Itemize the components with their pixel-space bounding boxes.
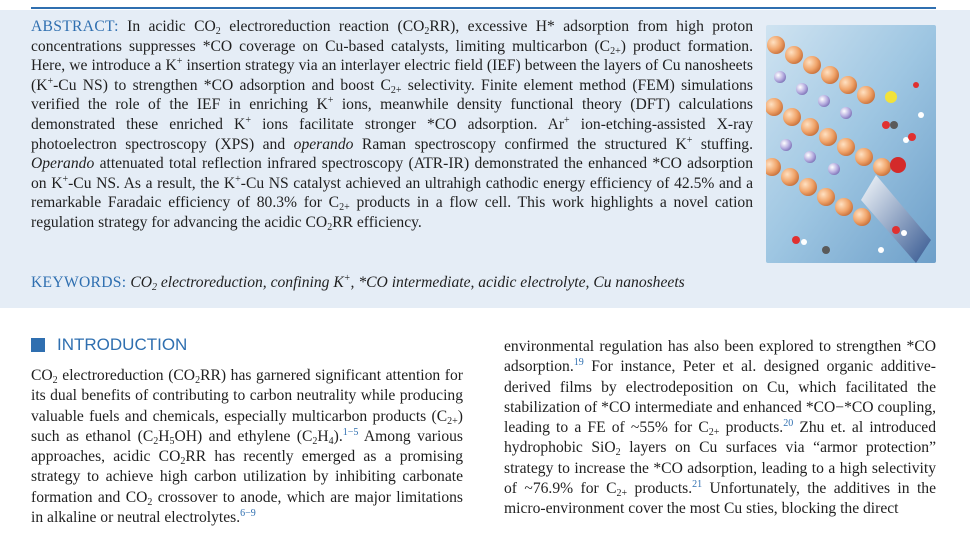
abstract-paragraph — [31, 17, 753, 233]
top-rule — [31, 7, 936, 9]
keywords-line — [31, 273, 936, 293]
intro-left-column — [31, 366, 463, 528]
abstract-label: ABSTRACT: — [31, 18, 119, 35]
keywords-values: $CO_2$ electroreduction, confining K+, *CO intermediate, acidic electrolyte, Cu nanosheets — [130, 273, 685, 293]
intro-left-paragraph: $CO_2$ electroreduction $(CO_2RR)$ has garnered significant attention for its dual benefits of contributing to carbon neutrality while producing valuable fuels and chemicals, especially multicarbon products $(C_{2+})$ such as ethanol $(C_2H_5OH)$ and ethylene $(C_2H_4).^{1-5}$ Among various approaches, acidic $CO_2RR$ has recently emerged as a promising strategy to achieve high carbon utilization by inhibiting carbonate formation and $CO_2$ crossover to anode, which are major limitations in alkaline or neutral electrolytes.$^{6-9}$ — [31, 367, 464, 527]
keywords-label: KEYWORDS: — [31, 274, 127, 291]
toc-graphic — [766, 25, 936, 263]
introduction-heading — [31, 335, 187, 355]
intro-right-column — [504, 337, 936, 520]
abstract-body: In acidic $CO_2$ electroreduction reaction $(CO_2RR)$, excessive H* adsorption from high proton concentrations suppresses *CO coverage on Cu-based catalysts, limiting multicarbon $(C_{2+})$ product formation. Here, we introduce a K+ insertion strategy via an interlayer electric field (IEF) between the layers of Cu nanosheets (K+-Cu NS) to strengthen *CO adsorption and boost $C_{2+}$ selectivity. Finite element method (FEM) simulations verified the role of the IEF in enriching K+ ions, meanwhile density functional theory (DFT) calculations demonstrated these enriched K+ ions facilitate stronger *CO adsorption. Ar+ ion-etching-assisted X-ray photoelectron spectroscopy (XPS) and operando Raman spectroscopy confirmed the structured K+ stuffing. Operando attenuated total reflection infrared spectroscopy (ATR-IR) demonstrated the enhanced *CO adsorption on K+-Cu NS. As a result, the K+-Cu NS catalyst achieved an ultrahigh cathodic energy efficiency of 42.5% and a remarkable Faradaic efficiency of 80.3% for $C_{2+}$ products in a flow cell. This work highlights a novel cation regulation strategy for advancing the acidic $CO_2RR$ efficiency. — [31, 18, 754, 233]
intro-right-paragraph: environmental regulation has also been explored to strengthen *CO adsorption.$^{19}$ For instance, Peter et al. designed organic additive-derived films by electrodeposition on Cu, which facilitated the stabilization of *CO intermediate and enhanced *CO−*CO coupling, leading to a FE of ~55% for $C_{2+}$ products.$^{20}$ Zhu et. al introduced hydrophobic SiO$_2$ layers on Cu surfaces via “armor protection” strategy to increase the *CO adsorption, leading to a high selectivity of ~76.9% for $C_{2+}$ products.$^{21}$ Unfortunately, the additives in the micro-environment cover the most Cu sties, blocking the direct — [504, 338, 937, 518]
section-square-icon — [31, 338, 45, 352]
introduction-title: INTRODUCTION — [57, 335, 188, 354]
